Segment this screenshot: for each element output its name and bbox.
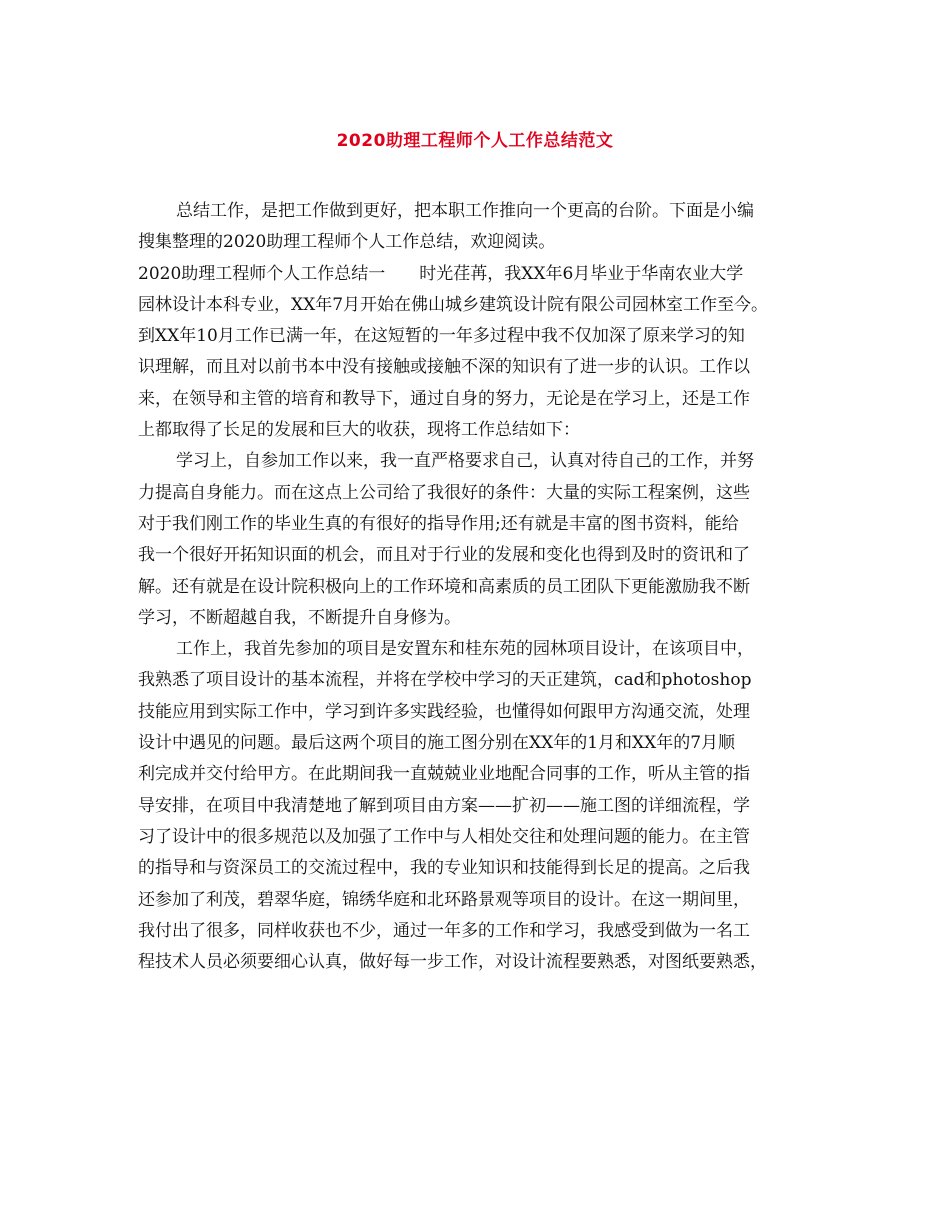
text-line: 学习，不断超越自我，不断提升自身修为。 — [138, 607, 461, 628]
text-line: 力提高自身能力。而在这点上公司给了我很好的条件：大量的实际工程案例，这些 — [138, 482, 750, 503]
text-line: 搜集整理的2020助理工程师个人工作总结，欢迎阅读。 — [138, 232, 556, 253]
text-line: 学习上，自参加工作以来，我一直严格要求自己，认真对待自己的工作，并努 — [176, 451, 754, 472]
text-line: 我付出了很多，同样收获也不少，通过一年多的工作和学习，我感受到做为一名工 — [138, 920, 750, 941]
text-line: 来，在领导和主管的培育和教导下，通过自身的努力，无论是在学习上，还是工作 — [138, 388, 750, 409]
text-line: 识理解，而且对以前书本中没有接触或接触不深的知识有了进一步的认识。工作以 — [138, 357, 750, 378]
text-line: 我熟悉了项目设计的基本流程，并将在学校中学习的天正建筑，cad和photoshop — [138, 670, 752, 691]
text-line: 设计中遇见的问题。最后这两个项目的施工图分别在XX年的1月和XX年的7月顺 — [138, 733, 736, 754]
document-body — [138, 196, 828, 978]
text-line: 习了设计中的很多规范以及加强了工作中与人相处交往和处理问题的能力。在主管 — [138, 826, 750, 847]
text-line: 的指导和与资深员工的交流过程中，我的专业知识和技能得到长足的提高。之后我 — [138, 858, 750, 879]
text-line: 总结工作，是把工作做到更好，把本职工作推向一个更高的台阶。下面是小编 — [176, 201, 754, 221]
text-line: 工作上，我首先参加的项目是安置东和桂东苑的园林项目设计，在该项目中， — [176, 639, 754, 660]
text-line: 我一个很好开拓知识面的机会，而且对于行业的发展和变化也得到及时的资讯和了 — [138, 545, 750, 566]
document-title: 2020助理工程师个人工作总结范文 — [336, 131, 614, 151]
text-line: 上都取得了长足的发展和巨大的收获，现将工作总结如下： — [138, 420, 580, 441]
text-line: 程技术人员必须要细心认真，做好每一步工作，对设计流程要熟悉，对图纸要熟悉， — [138, 952, 767, 973]
text-line: 导安排，在项目中我清楚地了解到项目由方案——扩初——施工图的详细流程，学 — [138, 795, 750, 816]
text-line: 技能应用到实际工作中，学习到许多实践经验，也懂得如何跟甲方沟通交流，处理 — [138, 701, 750, 722]
text-line: 解。还有就是在设计院积极向上的工作环境和高素质的员工团队下更能激励我不断 — [138, 576, 750, 597]
text-line: 利完成并交付给甲方。在此期间我一直兢兢业业地配合同事的工作，听从主管的指 — [138, 764, 750, 785]
text-line: 对于我们刚工作的毕业生真的有很好的指导作用;还有就是丰富的图书资料，能给 — [138, 513, 739, 534]
text-line: 还参加了利茂，碧翠华庭，锦绣华庭和北环路景观等项目的设计。在这一期间里， — [138, 889, 750, 910]
text-line: 2020助理工程师个人工作总结一 时光荏苒，我XX年6月毕业于华南农业大学 — [138, 263, 744, 284]
text-line: 园林设计本科专业，XX年7月开始在佛山城乡建筑设计院有限公司园林室工作至今。 — [138, 294, 769, 315]
text-line: 到XX年10月工作已满一年，在这短暂的一年多过程中我不仅加深了原来学习的知 — [138, 326, 745, 347]
